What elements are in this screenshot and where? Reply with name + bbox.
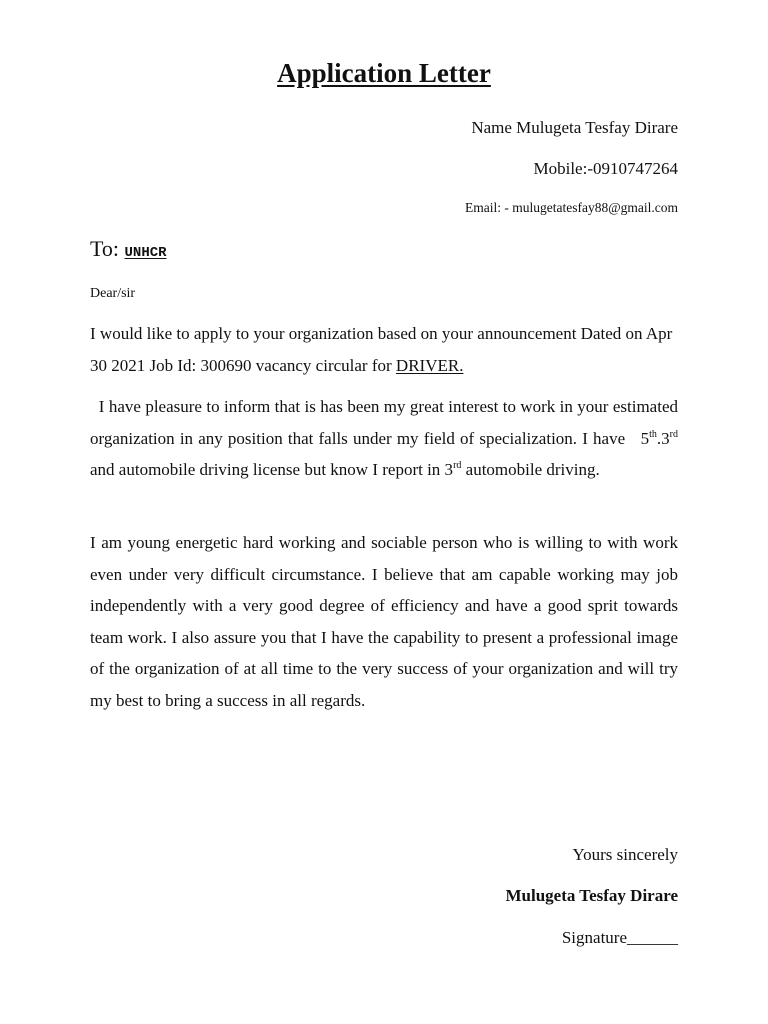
signature-line: Signature______: [561, 928, 678, 947]
qualifications-text-c: and automobile driving license but know I report in 3: [90, 460, 454, 479]
valediction: Yours sincerely: [572, 845, 678, 864]
sender-mobile: Mobile:-0910747264: [533, 159, 678, 178]
paragraph-intro-text: I would like to apply to your organization based on your announcement Dated on Apr 30 2021 Job Id: 300690 vacancy circular for: [90, 324, 673, 375]
recipient-name: UNHCR: [124, 245, 167, 261]
page-title: Application Letter: [277, 58, 491, 88]
sender-name: Name Mulugeta Tesfay Dirare: [471, 118, 678, 137]
paragraph-personal: I am young energetic hard working and sociable person who is willing to with work even under very difficult circumstance. I believe that am capable working may job independently with a very good degree of efficiency and have a good sprit towards team work. I also assure you that I have the capability to present a professional image of the organization of at all time to the very success of your organization and will try my best to bring a success in all regards.: [90, 533, 678, 710]
superscript-rd: rd: [669, 428, 678, 440]
superscript-th: th: [649, 428, 657, 440]
paragraph-qualifications: [90, 391, 678, 486]
recipient-line: [90, 236, 167, 262]
to-label: To:: [90, 236, 120, 261]
superscript-rd-2: rd: [453, 460, 462, 471]
qualifications-text-b: .3: [656, 428, 670, 448]
signer-name: Mulugeta Tesfay Dirare: [505, 886, 678, 905]
sender-email: Email: - mulugetatesfay88@gmail.com: [464, 200, 678, 215]
position-title: DRIVER.: [395, 355, 464, 375]
salutation: Dear/sir: [90, 286, 136, 301]
paragraph-intro: [90, 318, 678, 381]
qualifications-text-a: I have pleasure to inform that is has been my great interest to work in your estimated organization in any position that falls under my field of specialization. I have 5: [90, 397, 678, 448]
qualifications-text-d: automobile driving.: [461, 460, 600, 479]
